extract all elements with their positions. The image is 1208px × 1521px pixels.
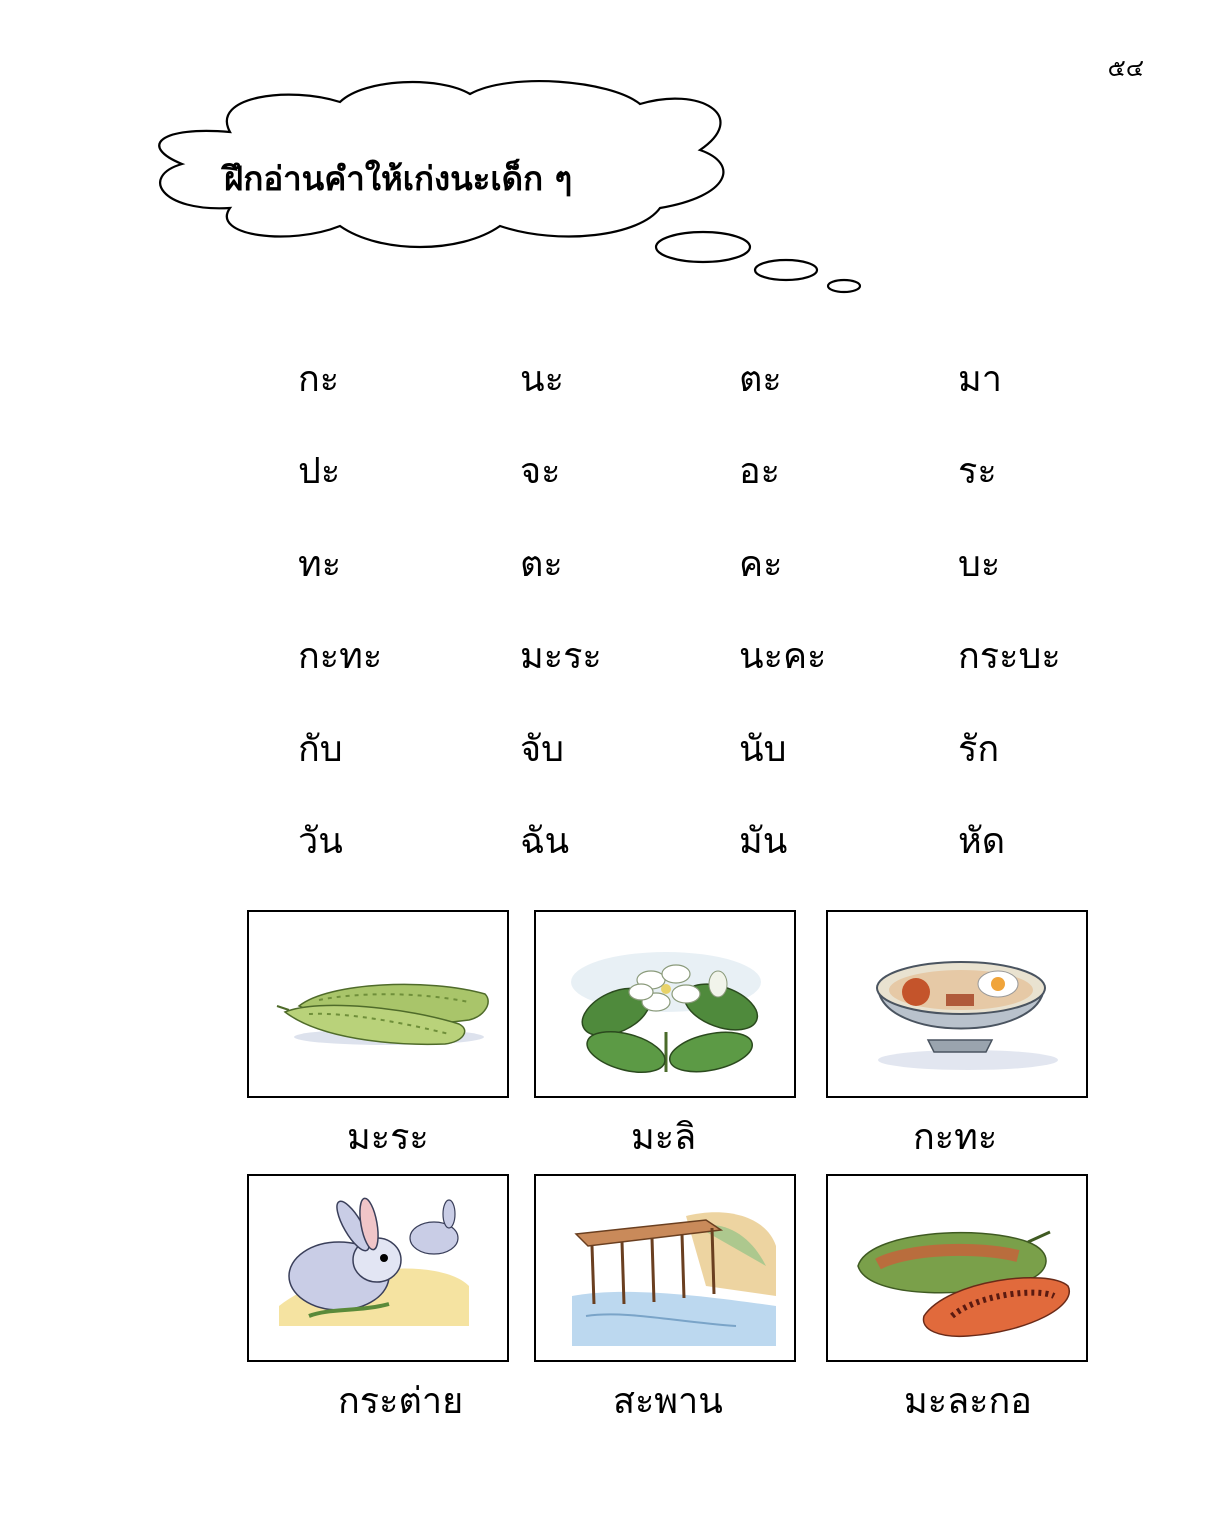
- bridge-icon: [536, 1176, 796, 1362]
- word: ปะ: [298, 451, 341, 493]
- word-row: [298, 442, 1138, 534]
- word: นะ: [520, 359, 564, 400]
- picture-card: [247, 1174, 509, 1362]
- word: บะ: [958, 543, 1001, 585]
- word: กระบะ: [958, 636, 1061, 678]
- word: หัด: [958, 820, 1006, 862]
- word: กับ: [298, 728, 343, 770]
- word: มา: [958, 359, 1002, 400]
- word: ทะ: [298, 543, 342, 585]
- picture-card: [247, 910, 509, 1098]
- rabbit-icon: [249, 1176, 509, 1362]
- word: รัก: [958, 728, 1000, 770]
- picture-card: [826, 910, 1088, 1098]
- thought-cloud: [140, 76, 880, 306]
- picture-caption: สะพาน: [613, 1381, 723, 1422]
- word: มะระ: [520, 636, 602, 678]
- word-row: [298, 535, 1138, 627]
- word-row: [298, 627, 1138, 719]
- page-number: ๕๔: [1107, 54, 1144, 82]
- picture-caption: มะระ: [347, 1117, 429, 1158]
- word: ตะ: [739, 359, 782, 400]
- papaya-icon: [828, 1176, 1088, 1362]
- word: ระ: [958, 451, 997, 493]
- picture-caption: มะละกอ: [904, 1381, 1032, 1422]
- word: อะ: [739, 451, 780, 493]
- word-row: [298, 350, 1138, 442]
- word: มัน: [739, 820, 788, 862]
- word: จะ: [520, 451, 561, 493]
- soup-bowl-icon: [828, 912, 1088, 1098]
- word: ตะ: [520, 543, 563, 585]
- word: ฉัน: [520, 820, 570, 862]
- picture-caption: กะทะ: [913, 1117, 998, 1158]
- word: นะคะ: [739, 636, 827, 678]
- word: วัน: [298, 820, 343, 862]
- word-row: [298, 720, 1138, 812]
- word-grid: [298, 350, 1138, 904]
- word: นับ: [739, 728, 787, 770]
- word-row: [298, 812, 1138, 904]
- picture-caption: มะลิ: [631, 1117, 697, 1158]
- picture-card: [534, 1174, 796, 1362]
- word: จับ: [520, 728, 564, 770]
- jasmine-flower-icon: [536, 912, 796, 1098]
- page-title: ฝึกอ่านคำให้เก่งนะเด็ก ๆ: [224, 159, 573, 198]
- word: กะ: [298, 359, 340, 400]
- picture-card: [826, 1174, 1088, 1362]
- picture-card: [534, 910, 796, 1098]
- word: คะ: [739, 543, 783, 585]
- bitter-gourd-icon: [249, 912, 509, 1098]
- picture-caption: กระต่าย: [338, 1381, 464, 1422]
- word: กะทะ: [298, 636, 383, 678]
